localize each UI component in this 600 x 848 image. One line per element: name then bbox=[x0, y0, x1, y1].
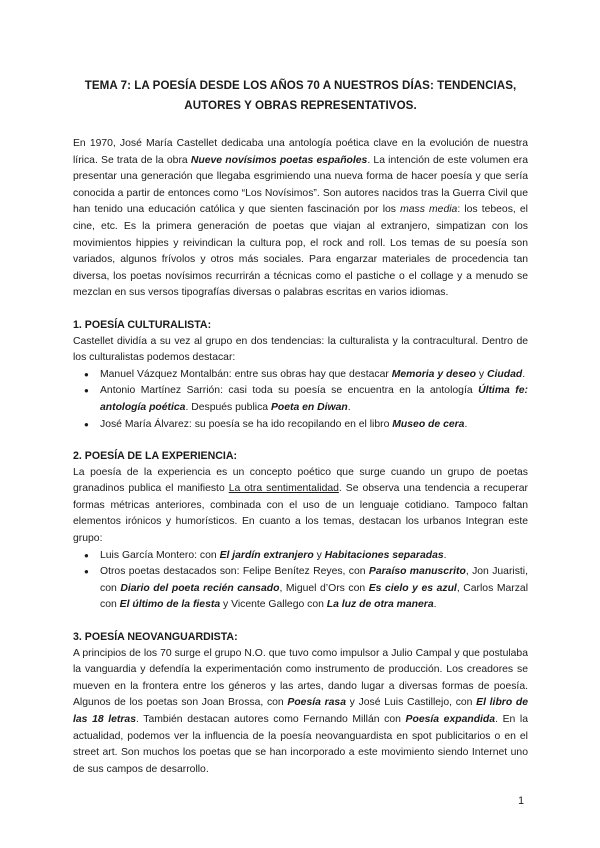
item-text: , Miguel d’Ors con bbox=[279, 582, 369, 594]
bullet-icon: ● bbox=[84, 386, 89, 396]
item-text: . bbox=[464, 418, 468, 430]
paragraph-text: A principios de los 70 surge el grupo N.O. que tuvo como impulsor a Julio Campal y que postulaba la vanguardia y defendía la experimentación como instrumento de producción. Los creadores se mueven en la frontera entre los géneros y las artes, dando lugar a diversas formas de poesía. Algunos de los poetas son Joan Brossa, con bbox=[73, 647, 528, 709]
item-text: , Jon Juaristi, con bbox=[100, 566, 528, 594]
paragraph-text: y José Luis Castillejo, con bbox=[345, 697, 477, 709]
intro-text: . La intención de este volumen era presentar una generación que llegaba esgrimiendo una nueva forma de hacer poesía y que sería conocida a partir de entonces como “Los Novísimos”. Son autores nacidos tras la Guerra Civil que han tenido una educación católica y que sienten fascinación por los bbox=[73, 154, 528, 216]
document-title bbox=[73, 76, 528, 116]
list-item bbox=[84, 367, 528, 384]
item-text: , Carlos Marzal con bbox=[100, 582, 529, 611]
bullet-list bbox=[73, 548, 528, 614]
section-paragraph: Castellet dividía a su vez al grupo en dos tendencias: la culturalista y la contracultural. Dentro de los culturalistas podemos destacar: bbox=[73, 335, 528, 364]
paragraph-text: . Se observa una tendencia a recuperar formas métricas anteriores, combinada con el uso de un lenguaje cotidiano. Tampoco faltan elementos irónicos y humorísticos. En cuanto a los temas, destacan los urbanos Integran este grupo: bbox=[73, 483, 528, 545]
item-text: y Vicente Gallego con bbox=[220, 599, 327, 611]
book-title: Habitaciones separadas bbox=[324, 549, 444, 561]
item-text: . bbox=[522, 368, 526, 380]
intro-paragraph bbox=[73, 136, 528, 302]
intro-text: En 1970, José María Castellet dedicaba una antología poética clave en la evolución de nuestra lírica. Se trata de la obra bbox=[73, 138, 528, 166]
list-item bbox=[84, 564, 529, 614]
book-title: Diario del poeta recién cansado bbox=[120, 582, 280, 594]
item-text: José María Álvarez: su poesía se ha ido recopilando en el libro bbox=[100, 418, 393, 430]
item-text: y bbox=[476, 368, 487, 380]
bullet-icon: ● bbox=[84, 550, 89, 560]
bullet-icon: ● bbox=[84, 369, 89, 379]
page-number: 1 bbox=[518, 795, 524, 807]
bullet-list bbox=[73, 367, 528, 433]
item-text: Antonio Martínez Sarrión: casi toda su poesía se encuentra en la antología bbox=[100, 385, 479, 397]
intro-text: : los tebeos, el cine, etc. Es la primera generación de poetas que viajan al extranjero, simpatizan con los movimientos hippies y reivindican la cultura pop, el rock and roll. Los temas de su poesía son variados, algunos frívolos y otros más sociales. Para engarzar materiales de procedencia tan diversa, los poetas novísimos recurrirán a técnicas como el pastiche o el collage y a menudo se mezclan en sus versos tipografías diversas o palabras escritas en varios idiomas. bbox=[73, 204, 528, 299]
bullet-icon: ● bbox=[84, 419, 89, 429]
book-title: Memoria y deseo bbox=[391, 368, 477, 380]
book-title: El libro de las 18 letras bbox=[73, 697, 528, 725]
section-heading-culturalista: 1. POESÍA CULTURALISTA: bbox=[73, 318, 212, 331]
book-title: Museo de cera bbox=[392, 418, 465, 430]
item-text: Manuel Vázquez Montalbán: entre sus obras hay que destacar bbox=[100, 368, 392, 380]
title-line-2: AUTORES Y OBRAS REPRESENTATIVOS. bbox=[184, 99, 417, 112]
book-title: Poesía rasa bbox=[287, 697, 346, 709]
book-title: Nueve novísimos poetas españoles bbox=[190, 154, 368, 166]
italic-term: mass media bbox=[400, 204, 458, 216]
section-heading-neovanguardista: 3. POESÍA NEOVANGUARDISTA: bbox=[73, 631, 238, 644]
section-paragraph bbox=[73, 465, 528, 548]
book-title: El último de la fiesta bbox=[119, 599, 221, 611]
document-page bbox=[73, 0, 528, 778]
paragraph-text: La poesía de la experiencia es un concepto poético que surge cuando un grupo de poetas granadinos publica el manifiesto bbox=[73, 466, 528, 495]
book-title: Paraíso manuscrito bbox=[368, 566, 466, 578]
list-item bbox=[84, 548, 528, 565]
item-text: . bbox=[443, 549, 447, 561]
underlined-title: La otra sentimentalidad bbox=[228, 483, 339, 495]
item-text: Otros poetas destacados son: Felipe Benítez Reyes, con bbox=[100, 566, 369, 578]
book-title: Es cielo y es azul bbox=[368, 582, 457, 594]
paragraph-text: . En la actualidad, podemos ver la influencia de la poesía neovanguardista en spot publicitarios o en el street art. Son muchos los poetas que se han incorporado a este movimiento siendo Internet uno de sus campos de desarrollo. bbox=[73, 714, 528, 775]
item-text: y bbox=[313, 549, 325, 561]
book-title: Última fe: antología poética bbox=[100, 385, 528, 413]
section-paragraph bbox=[73, 646, 528, 779]
book-title: El jardín extranjero bbox=[219, 549, 314, 561]
item-text: . bbox=[433, 599, 437, 611]
section-heading-experiencia: 2. POESÍA DE LA EXPERIENCIA: bbox=[73, 450, 238, 463]
book-title: La luz de otra manera bbox=[326, 599, 434, 611]
item-text: . bbox=[347, 401, 351, 413]
item-text: . Después publica bbox=[185, 401, 271, 413]
item-text: Luis García Montero: con bbox=[100, 549, 220, 561]
bullet-icon: ● bbox=[84, 567, 89, 577]
book-title: Poesía expandida bbox=[405, 714, 496, 725]
title-line-1: TEMA 7: LA POESÍA DESDE LOS AÑOS 70 A NUESTROS DÍAS: TENDENCIAS, bbox=[84, 79, 517, 92]
book-title: Ciudad bbox=[487, 368, 523, 380]
list-item bbox=[84, 417, 528, 434]
paragraph-text: . También destacan autores como Fernando Millán con bbox=[135, 714, 406, 725]
list-item bbox=[84, 383, 528, 416]
book-title: Poeta en Diwan bbox=[270, 401, 348, 413]
